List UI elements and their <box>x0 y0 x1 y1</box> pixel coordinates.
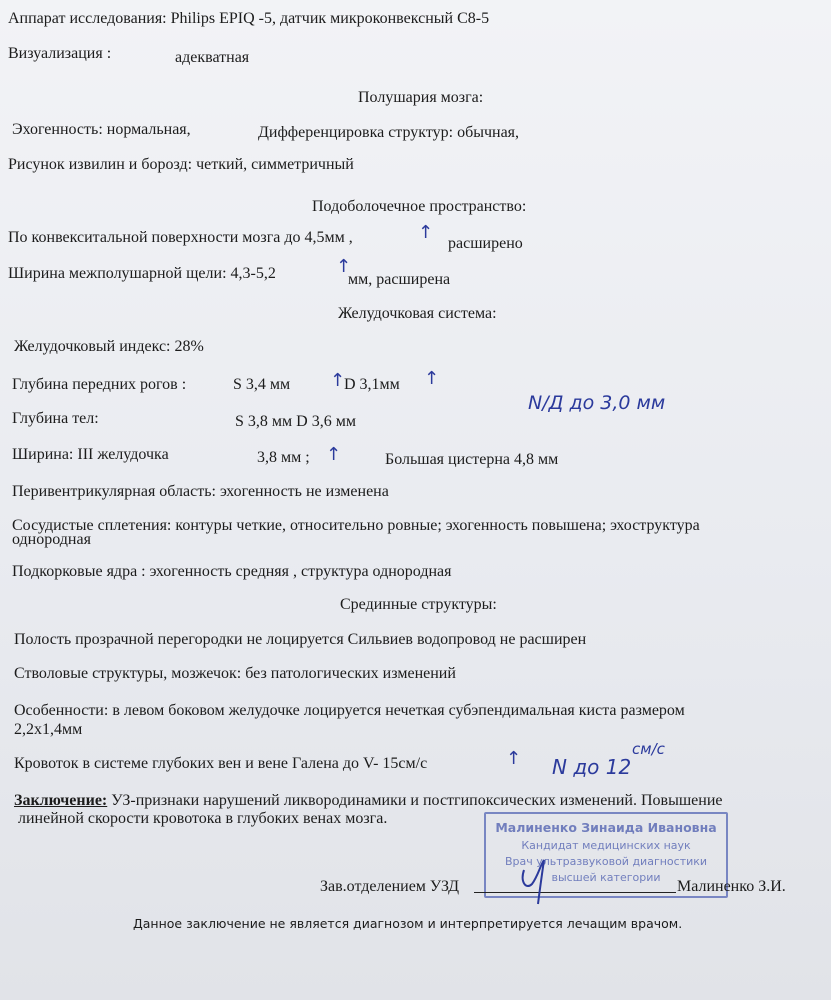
handwritten-unit: см/с <box>632 740 665 758</box>
up-arrow-icon: ↑ <box>330 370 346 391</box>
brainstem-line: Стволовые структуры, мозжечок: без патологических изменений <box>14 665 456 682</box>
periventricular-line: Перивентрикулярная область: эхогенность не изменена <box>12 483 389 500</box>
disclaimer: Данное заключение не является диагнозом и интерпретируется лечащим врачом. <box>133 916 683 931</box>
conclusion-label: Заключение: <box>14 792 108 809</box>
section-title-ventricular: Желудочковая система: <box>338 305 497 322</box>
septum-line: Полость прозрачной перегородки не лоцируется Сильвиев водопровод не расширен <box>14 631 587 648</box>
differentiation-line: Дифференцировка структур: обычная, <box>258 124 520 141</box>
stamp-name: Малиненко Зинаида Ивановна <box>495 820 717 835</box>
anterior-horns-s: S 3,4 мм <box>233 376 291 393</box>
cistern-line: Большая цистерна 4,8 мм <box>385 451 559 468</box>
conclusion-line-2: линейной скорости кровотока в глубоких венах мозга. <box>18 810 388 827</box>
up-arrow-icon: ↑ <box>418 222 434 243</box>
third-ventricle-label: Ширина: III желудочка <box>12 446 169 463</box>
conclusion-line <box>14 792 722 810</box>
handwritten-signature <box>510 850 570 906</box>
signature-line <box>474 892 676 893</box>
bodies-values: S 3,8 мм D 3,6 мм <box>235 413 356 430</box>
visualization-value: адекватная <box>175 49 250 66</box>
choroid-plexus-line-2: однородная <box>12 531 91 548</box>
anterior-horns-d: D 3,1мм <box>344 376 400 393</box>
bodies-label: Глубина тел: <box>12 410 99 427</box>
handwritten-note: N/Д до 3,0 мм <box>528 392 666 414</box>
choroid-plexus-line: Сосудистые сплетения: контуры четкие, относительно ровные; эхогенность повышена; эхоструктура <box>12 517 700 534</box>
subcortical-line: Подкорковые ядра : эхогенность средняя , структура однородная <box>12 563 452 580</box>
section-title-hemispheres: Полушария мозга: <box>358 89 484 106</box>
interhemispheric-label: Ширина межполушарной щели: 4,3-5,2 <box>8 265 276 282</box>
stamp-specialty: Врач ультразвуковой диагностики <box>504 855 708 868</box>
conclusion-text: УЗ-признаки нарушений ликвородинамики и постгипоксических изменений. Повышение <box>107 792 723 809</box>
features-line: Особенности: в левом боковом желудочке лоцируется нечеткая субэпендимальная киста размером <box>14 702 685 719</box>
visualization-label: Визуализация : <box>8 45 112 62</box>
device-line: Аппарат исследования: Philips EPIQ -5, датчик микроконвексный С8-5 <box>8 10 490 27</box>
handwritten-note: N до 12 <box>552 755 632 779</box>
signature-role: Зав.отделением УЗД <box>320 878 459 895</box>
section-title-midline: Срединные структуры: <box>340 596 497 613</box>
up-arrow-icon: ↑ <box>424 368 440 389</box>
section-title-subarachnoid: Подоболочечное пространство: <box>312 198 527 215</box>
up-arrow-icon: ↑ <box>336 256 352 277</box>
up-arrow-icon: ↑ <box>326 444 342 465</box>
anterior-horns-label: Глубина передних рогов : <box>12 376 187 393</box>
features-line-2: 2,2х1,4мм <box>14 721 83 738</box>
stamp-category: высшей категории <box>551 871 661 884</box>
ventricular-index: Желудочковый индекс: 28% <box>14 338 204 355</box>
convexital-line: По конвекситальной поверхности мозга до 4,5мм , <box>8 229 353 246</box>
up-arrow-icon: ↑ <box>506 748 522 769</box>
stamp-degree: Кандидат медицинских наук <box>521 839 691 852</box>
sulci-pattern-line: Рисунок извилин и борозд: четкий, симметричный <box>8 156 354 173</box>
echogenicity-line: Эхогенность: нормальная, <box>12 121 191 138</box>
bloodflow-line: Кровоток в системе глубоких вен и вене Галена до V- 15см/с <box>14 755 428 772</box>
convexital-result: расширено <box>448 235 523 252</box>
third-ventricle-value: 3,8 мм ; <box>257 449 310 466</box>
signature-name: Малиненко З.И. <box>677 878 786 895</box>
interhemispheric-unit: мм, расширена <box>348 271 451 288</box>
